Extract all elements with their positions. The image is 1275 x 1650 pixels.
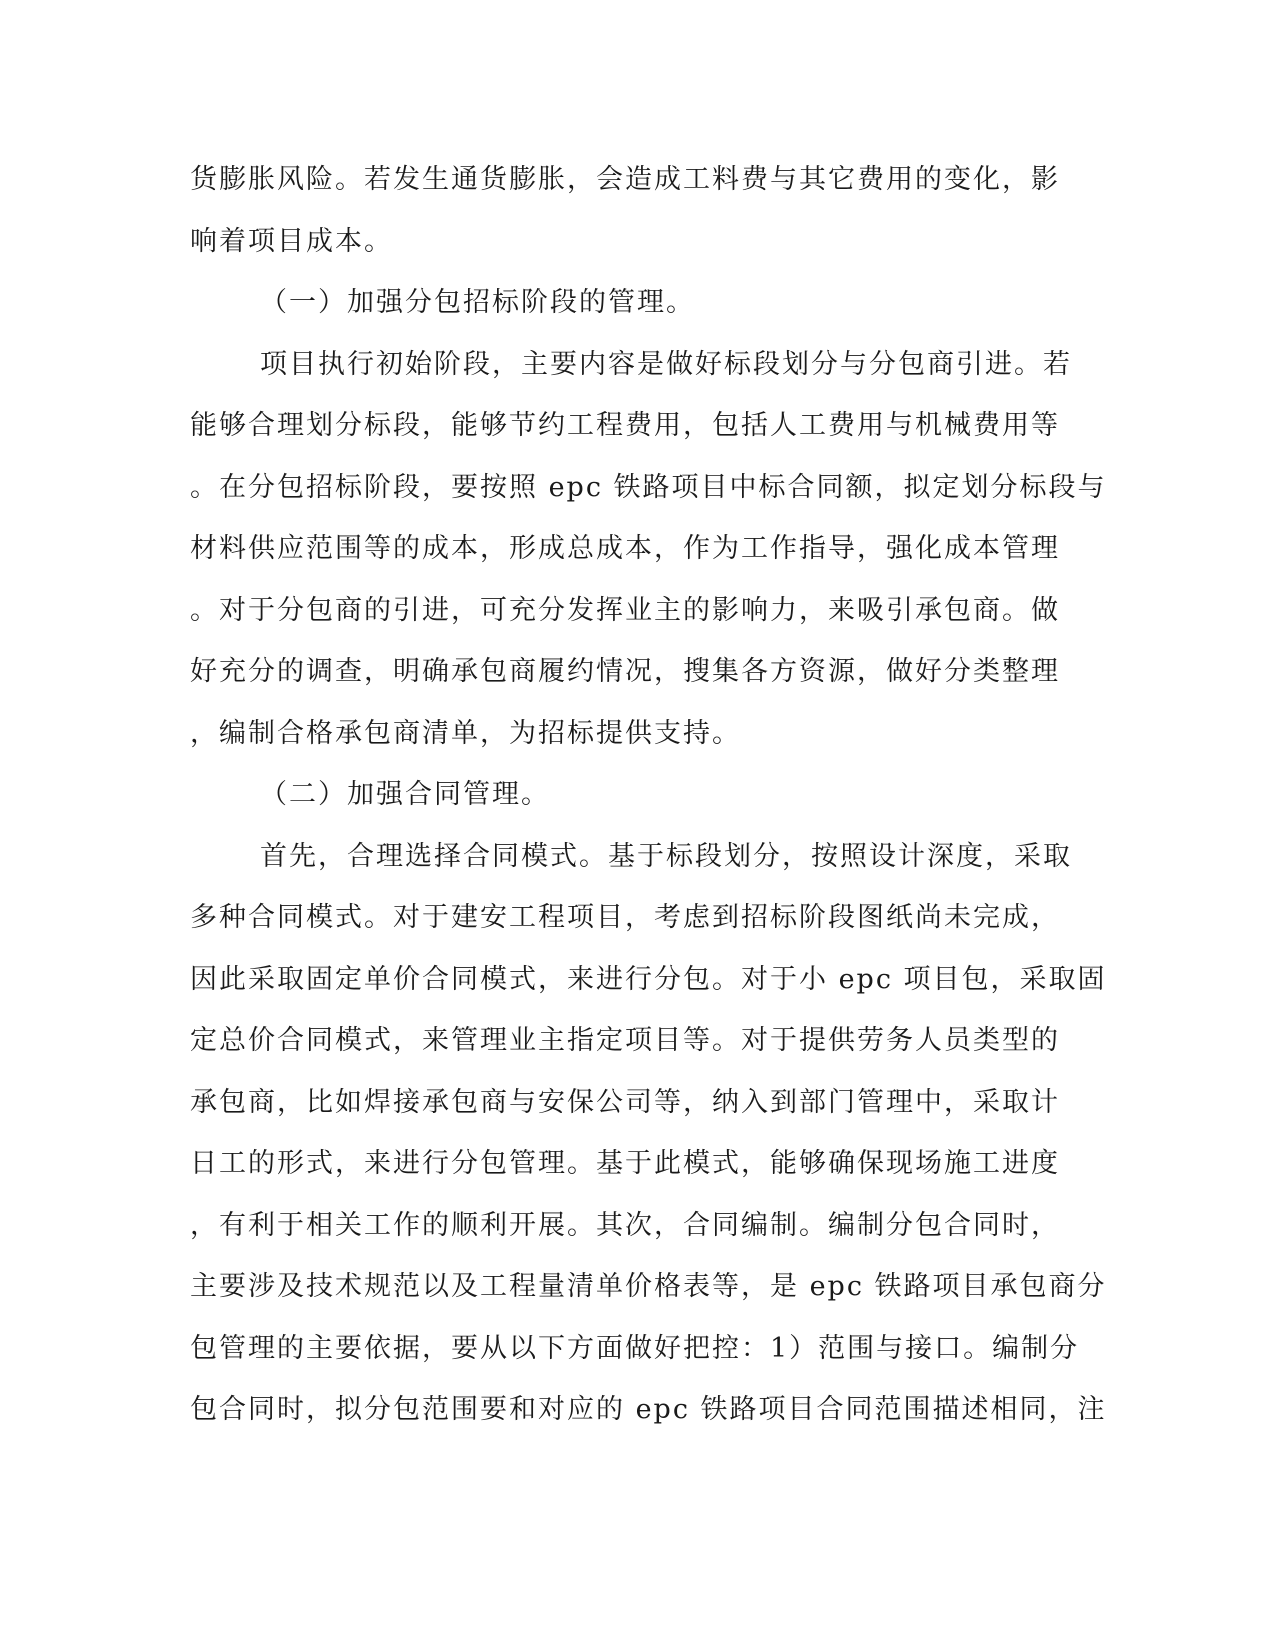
text-line: 能够合理划分标段，能够节约工程费用，包括人工费用与机械费用等 <box>190 410 1060 441</box>
text-line: 响着项目成本。 <box>190 225 393 257</box>
body-text <box>190 158 1107 1450</box>
text-line: （一）加强分包招标阶段的管理。 <box>260 287 695 318</box>
text-line: （二）加强合同管理。 <box>260 779 550 810</box>
text-line: 承包商，比如焊接承包商与安保公司等，纳入到部门管理中，采取计 <box>190 1086 1060 1118</box>
text-line: 日工的形式，来进行分包管理。基于此模式，能够确保现场施工进度 <box>190 1148 1060 1179</box>
text-line: 包管理的主要依据，要从以下方面做好把控：1）范围与接口。编制分 <box>190 1332 1080 1364</box>
text-line: 首先，合理选择合同模式。基于标段划分，按照设计深度，采取 <box>260 840 1072 872</box>
text-line: 货膨胀风险。若发生通货膨胀，会造成工料费与其它费用的变化，影 <box>190 164 1060 195</box>
text-line: ，编制合格承包商清单，为招标提供支持。 <box>190 717 741 749</box>
text-line: 定总价合同模式，来管理业主指定项目等。对于提供劳务人员类型的 <box>190 1025 1060 1056</box>
text-line: 主要涉及技术规范以及工程量清单价格表等，是 epc 铁路项目承包商分 <box>190 1271 1107 1302</box>
text-line: 因此采取固定单价合同模式，来进行分包。对于小 epc 项目包，采取固 <box>190 963 1107 995</box>
text-line: 项目执行初始阶段，主要内容是做好标段划分与分包商引进。若 <box>260 348 1072 380</box>
text-line: 。在分包招标阶段，要按照 epc 铁路项目中标合同额，拟定划分标段与 <box>190 471 1107 503</box>
text-line: 。对于分包商的引进，可充分发挥业主的影响力，来吸引承包商。做 <box>190 594 1060 626</box>
text-line: ，有利于相关工作的顺利开展。其次，合同编制。编制分包合同时， <box>190 1209 1060 1241</box>
text-line: 材料供应范围等的成本，形成总成本，作为工作指导，强化成本管理 <box>190 533 1060 564</box>
text-line: 好充分的调查，明确承包商履约情况，搜集各方资源，做好分类整理 <box>190 656 1060 687</box>
text-line: 多种合同模式。对于建安工程项目，考虑到招标阶段图纸尚未完成， <box>190 902 1060 933</box>
text-line: 包合同时，拟分包范围要和对应的 epc 铁路项目合同范围描述相同，注 <box>190 1394 1107 1425</box>
